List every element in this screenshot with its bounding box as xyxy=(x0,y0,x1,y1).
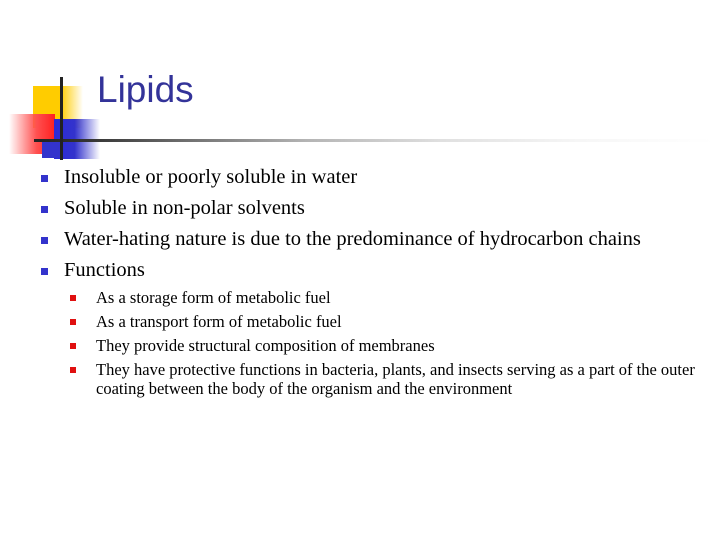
sub-bullet-item xyxy=(64,336,696,355)
bullet-text: Soluble in non-polar solvents xyxy=(64,197,305,219)
bullet-item xyxy=(36,228,696,251)
square-bullet-icon xyxy=(41,268,48,275)
bullet-text: Water-hating nature is due to the predominance of hydrocarbon chains xyxy=(64,228,641,250)
sub-bullet-text: As a storage form of metabolic fuel xyxy=(96,288,331,307)
square-bullet-icon xyxy=(41,206,48,213)
square-sub-bullet-icon xyxy=(70,319,76,325)
sub-bullet-text: As a transport form of metabolic fuel xyxy=(96,312,342,331)
logo-vertical-line xyxy=(60,77,63,160)
slide-title: Lipids xyxy=(97,69,194,110)
bullet-item xyxy=(36,259,696,398)
bullet-item xyxy=(36,166,696,189)
sub-bullet-text: They have protective functions in bacteria, plants, and insects serving as a part of the outer coating between the body of the organism and the environment xyxy=(96,360,695,398)
sub-bullet-item xyxy=(64,360,696,398)
sub-bullet-list xyxy=(64,288,696,398)
title-underline-divider xyxy=(34,139,714,142)
square-bullet-icon xyxy=(41,237,48,244)
square-bullet-icon xyxy=(41,175,48,182)
bullet-text: Insoluble or poorly soluble in water xyxy=(64,166,358,188)
logo-blue-square-shadow xyxy=(42,140,62,158)
sub-bullet-item xyxy=(64,312,696,331)
bullet-list xyxy=(36,166,696,398)
slide-body xyxy=(36,166,696,406)
square-sub-bullet-icon xyxy=(70,367,76,373)
bullet-item xyxy=(36,197,696,220)
square-sub-bullet-icon xyxy=(70,343,76,349)
sub-bullet-item xyxy=(64,288,696,307)
square-sub-bullet-icon xyxy=(70,295,76,301)
bullet-text: Functions xyxy=(64,259,145,281)
sub-bullet-text: They provide structural composition of membranes xyxy=(96,336,435,355)
